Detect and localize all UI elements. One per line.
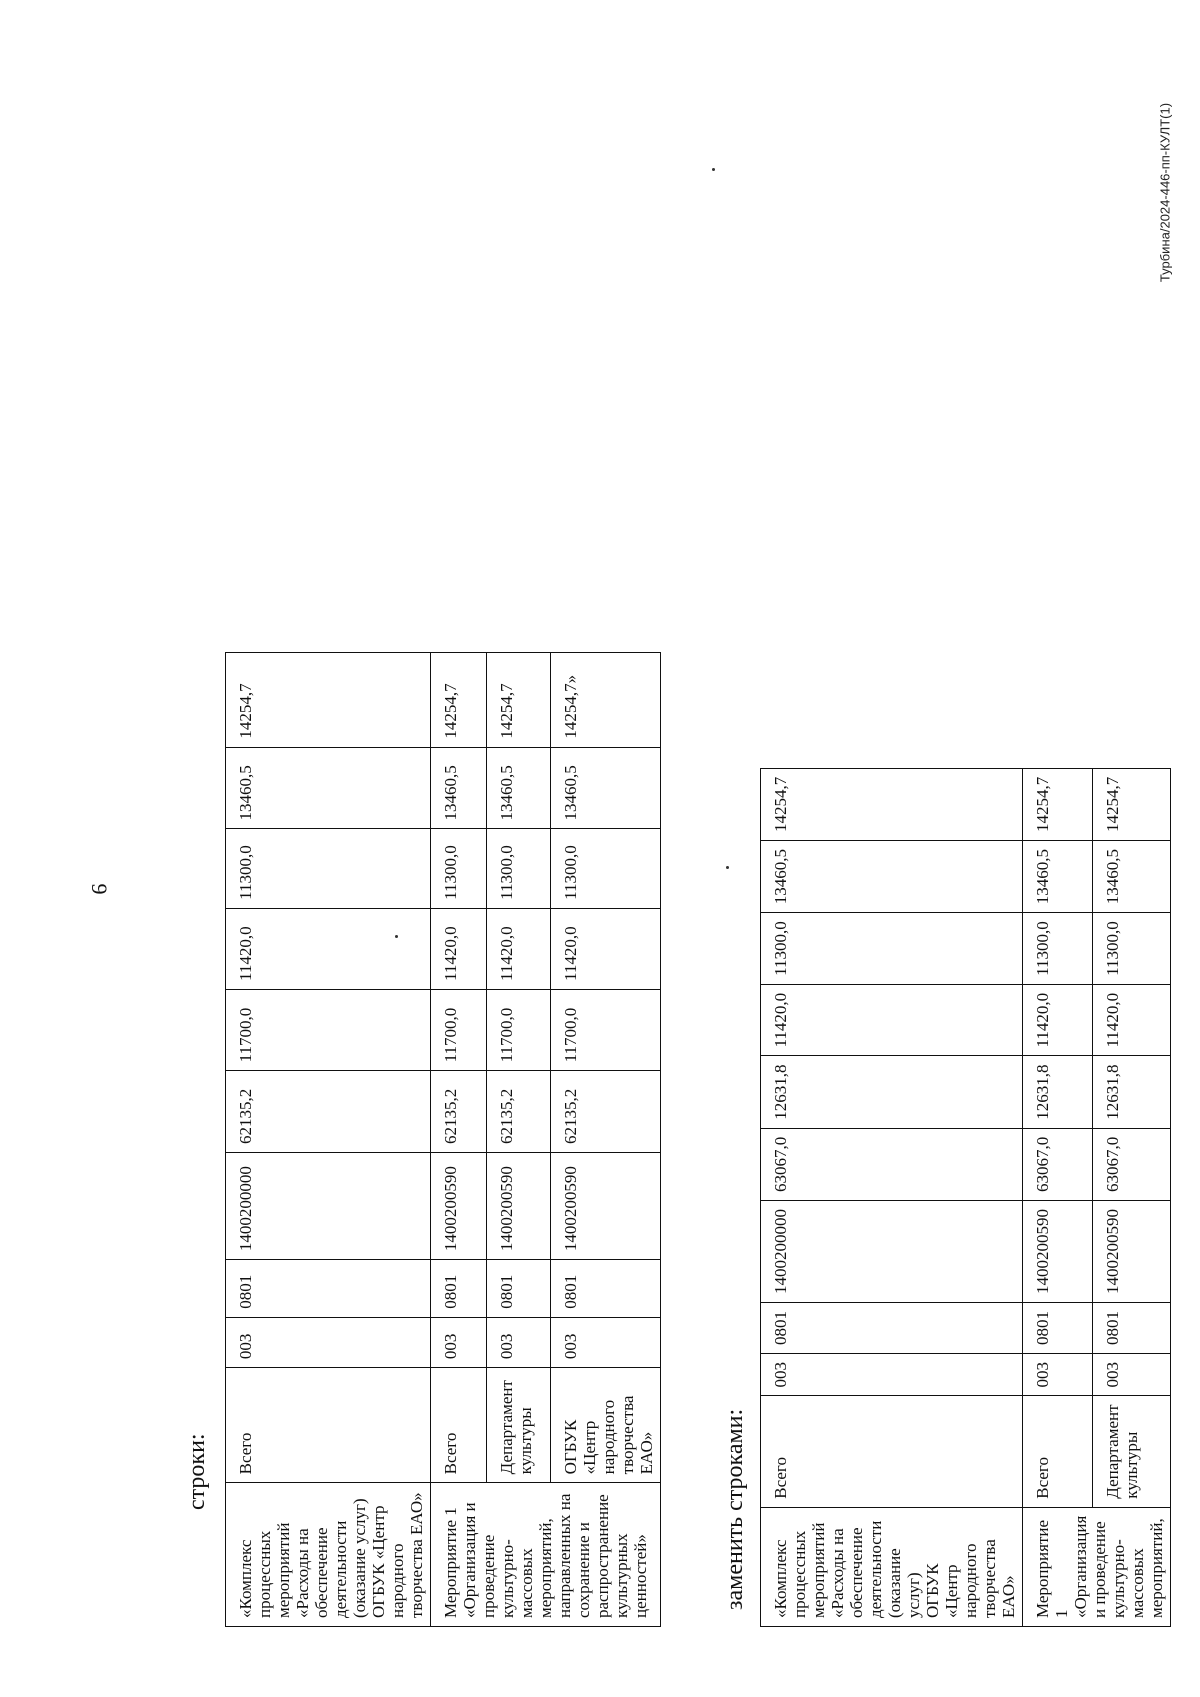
year-amount-cell: 11700,0 (431, 989, 487, 1070)
total-amount-cell: 63067,0 (1093, 1128, 1171, 1200)
year-amount-cell: 11700,0 (487, 989, 551, 1070)
executor-cell: Всего (431, 1368, 487, 1483)
section-code-cell: 0801 (226, 1260, 431, 1318)
year-amount-cell: 14254,7 (1023, 768, 1093, 840)
grbs-cell: 003 (487, 1317, 551, 1367)
year-amount-cell: 11300,0 (1093, 913, 1171, 985)
year-amount-cell: 11300,0 (1023, 913, 1093, 985)
year-amount-cell: 11300,0 (431, 829, 487, 908)
year-amount-cell: 14254,7 (431, 653, 487, 748)
year-amount-cell: 11300,0 (487, 829, 551, 908)
executor-cell: Всего (1023, 1396, 1093, 1507)
section-code-cell: 0801 (761, 1302, 1023, 1353)
year-amount-cell: 11420,0 (551, 908, 661, 989)
total-amount-cell: 63067,0 (761, 1128, 1023, 1200)
year-amount-cell: 11420,0 (431, 908, 487, 989)
year-amount-cell: 13460,5 (1023, 840, 1093, 912)
year-amount-cell: 13460,5 (487, 747, 551, 829)
year-amount-cell: 14254,7 (487, 653, 551, 748)
year-amount-cell: 12631,8 (1093, 1056, 1171, 1128)
year-amount-cell: 13460,5 (226, 747, 431, 829)
year-amount-cell: 13460,5 (431, 747, 487, 829)
row-name-cell: «Комплекс процессных мероприятий «Расходы на обеспечение деятельности (оказание услуг) ОГБУК «Центр народного творчества ЕАО» (761, 1507, 1023, 1626)
year-amount-cell: 11420,0 (761, 984, 1023, 1056)
scan-speck (726, 866, 729, 869)
table-row (1093, 768, 1171, 1626)
executor-cell: Департамент культуры (487, 1368, 551, 1483)
grbs-cell: 003 (761, 1353, 1023, 1396)
year-amount-cell: 11300,0 (226, 829, 431, 908)
page-number: 9 (87, 883, 112, 895)
year-amount-cell: 11420,0 (1023, 984, 1093, 1056)
year-amount-cell: 12631,8 (1023, 1056, 1093, 1128)
grbs-cell: 003 (226, 1317, 431, 1367)
year-amount-cell: 11300,0 (551, 829, 661, 908)
table-row (431, 653, 487, 1627)
total-amount-cell: 62135,2 (431, 1071, 487, 1153)
target-article-cell: 1400200000 (226, 1153, 431, 1260)
replacement-rows-table (760, 768, 1171, 1627)
table-row (487, 653, 551, 1627)
section-code-cell: 0801 (487, 1260, 551, 1318)
year-amount-cell: 13460,5 (1093, 840, 1171, 912)
year-amount-cell: 11420,0 (1093, 984, 1171, 1056)
year-amount-cell: 11420,0 (226, 908, 431, 989)
year-amount-cell: 14254,7 (1093, 768, 1171, 840)
total-amount-cell: 63067,0 (1023, 1128, 1093, 1200)
table-row (1023, 768, 1093, 1626)
grbs-cell: 003 (1093, 1353, 1171, 1396)
year-amount-cell: 11700,0 (226, 989, 431, 1070)
target-article-cell: 1400200590 (1023, 1200, 1093, 1302)
original-rows-table (225, 652, 661, 1627)
document-footer: Турбина/2024-446-пп-КУЛТ(1) (1157, 102, 1173, 283)
year-amount-cell: 11420,0 (487, 908, 551, 989)
target-article-cell: 1400200590 (487, 1153, 551, 1260)
grbs-cell: 003 (551, 1317, 661, 1367)
year-amount-cell: 14254,7 (761, 768, 1023, 840)
year-amount-cell: 14254,7» (551, 653, 661, 748)
scan-speck (712, 168, 715, 171)
table-row (761, 768, 1023, 1626)
row-name-cell: Мероприятие 1 «Организация и проведение культурно-массовых мероприятий, (1023, 1507, 1171, 1626)
total-amount-cell: 62135,2 (226, 1071, 431, 1153)
section1-heading: строки: (184, 1433, 210, 1510)
year-amount-cell: 11700,0 (551, 989, 661, 1070)
target-article-cell: 1400200590 (551, 1153, 661, 1260)
row-name-cell: «Комплекс процессных мероприятий «Расходы на обеспечение деятельности (оказание услуг) ОГБУК «Центр народного творчества ЕАО» (226, 1483, 431, 1627)
total-amount-cell: 62135,2 (487, 1071, 551, 1153)
section2-heading: заменить строками: (722, 1408, 748, 1610)
year-amount-cell: 14254,7 (226, 653, 431, 748)
executor-cell: ОГБУК «Центр народного творчества ЕАО» (551, 1368, 661, 1483)
executor-cell: Всего (226, 1368, 431, 1483)
year-amount-cell: 11300,0 (761, 913, 1023, 985)
table-row (551, 653, 661, 1627)
section-code-cell: 0801 (431, 1260, 487, 1318)
grbs-cell: 003 (1023, 1353, 1093, 1396)
target-article-cell: 1400200590 (1093, 1200, 1171, 1302)
section-code-cell: 0801 (551, 1260, 661, 1318)
grbs-cell: 003 (431, 1317, 487, 1367)
target-article-cell: 1400200590 (431, 1153, 487, 1260)
year-amount-cell: 13460,5 (761, 840, 1023, 912)
section-code-cell: 0801 (1023, 1302, 1093, 1353)
section-code-cell: 0801 (1093, 1302, 1171, 1353)
row-name-cell: Мероприятие 1 «Организация и проведение культурно-массовых мероприятий, направленных на сохранение и распространение культурных ценностей» (431, 1483, 661, 1627)
year-amount-cell: 13460,5 (551, 747, 661, 829)
year-amount-cell: 12631,8 (761, 1056, 1023, 1128)
target-article-cell: 1400200000 (761, 1200, 1023, 1302)
executor-cell: Департамент культуры (1093, 1396, 1171, 1507)
executor-cell: Всего (761, 1396, 1023, 1507)
total-amount-cell: 62135,2 (551, 1071, 661, 1153)
table-row (226, 653, 431, 1627)
